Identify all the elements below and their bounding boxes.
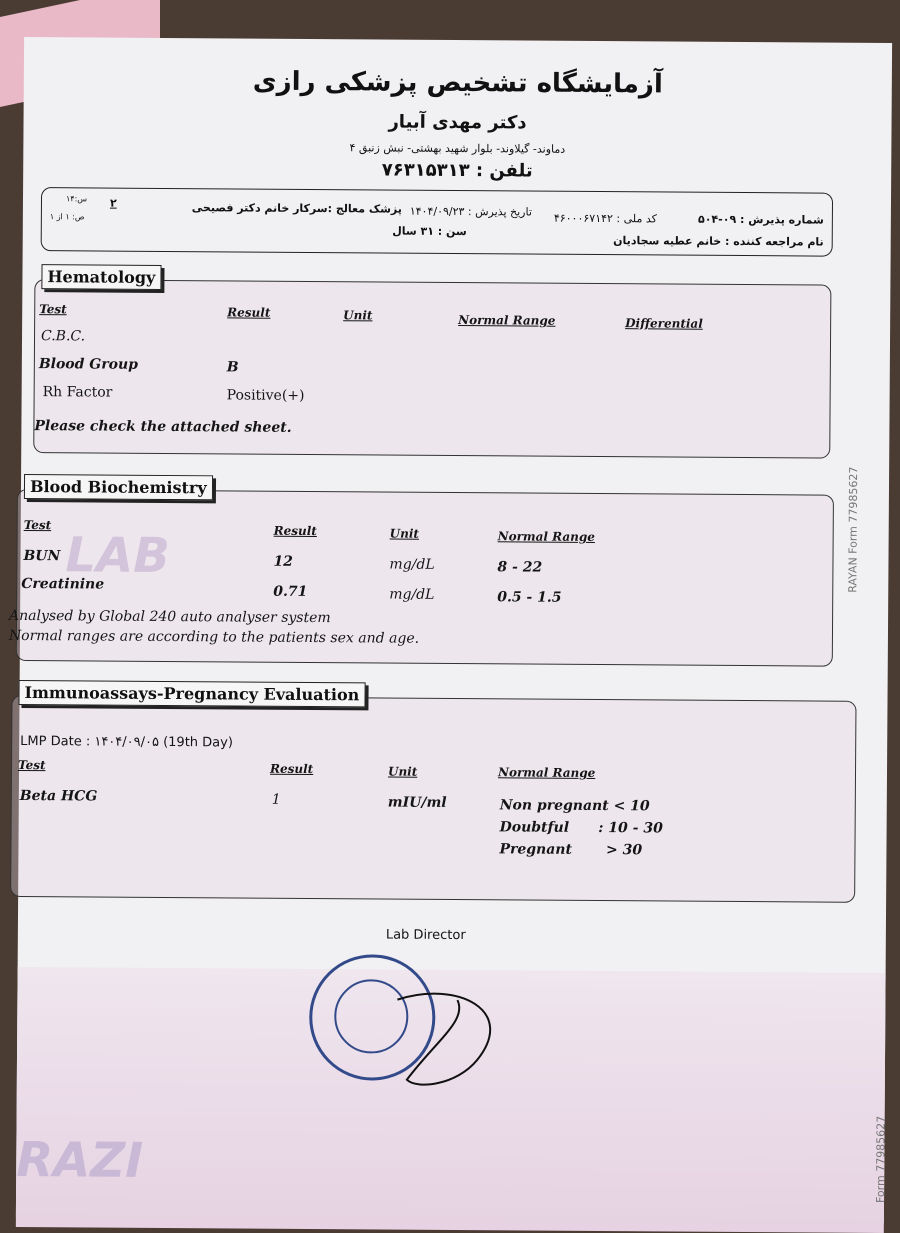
- unit-creatinine: mg/dL: [389, 586, 435, 603]
- address: دماوند- گیلاوند- بلوار شهید بهشتی- نبش زنبق ۴: [349, 141, 566, 156]
- doctor-name: دکتر مهدی آبیار: [388, 111, 527, 134]
- column-header: Unit: [389, 526, 420, 541]
- watermark-razi: RAZI: [16, 1131, 144, 1189]
- column-header: Differential: [625, 316, 703, 331]
- test-rh-factor: Rh Factor: [42, 384, 113, 401]
- series: س:۱۴: [65, 194, 88, 204]
- section-title: Hematology: [41, 264, 161, 290]
- range-doubtful: Doubtful : 10 - 30: [499, 819, 663, 837]
- column-header: Result: [273, 523, 317, 539]
- admission-date: تاریخ پذیرش : ۱۴۰۴/۰۹/۲۳: [409, 204, 532, 219]
- admission-number: شماره پذیرش : ۰۹-۵۰۴: [697, 212, 824, 227]
- biochemistry-section: [8, 477, 834, 667]
- lmp-date: LMP Date : ۱۴۰۴/۰۹/۰۵ (19th Day): [20, 733, 233, 751]
- column-header: Normal Range: [497, 529, 595, 544]
- column-header: Result: [227, 305, 271, 320]
- analyser-note: Analysed by Global 240 auto analyser system: [9, 607, 331, 627]
- test-cbc: C.B.C.: [40, 328, 86, 345]
- patient-name: نام مراجعه کننده : خانم عطیه سجادیان: [613, 234, 824, 249]
- test-blood-group: Blood Group: [38, 356, 139, 373]
- column-header: Test: [17, 757, 46, 773]
- form-number: RAYAN Form 77985627: [846, 466, 861, 593]
- code-number: ۲: [109, 196, 117, 210]
- result-rh-factor: Positive(+): [226, 387, 305, 404]
- result-blood-group: B: [226, 359, 239, 376]
- physician: پزشک معالج :سرکار خانم دکتر فصیحی: [191, 201, 402, 216]
- test-bun: BUN: [23, 547, 61, 565]
- lab-report-paper: [8, 37, 892, 1223]
- section-title: Blood Biochemistry: [24, 474, 213, 500]
- phone: تلفن : ۷۶۳۱۵۳۱۳: [381, 159, 533, 182]
- range-pregnant: Pregnant > 30: [499, 841, 643, 859]
- watermark-lab: LAB: [65, 527, 171, 585]
- test-creatinine: Creatinine: [21, 575, 105, 593]
- age: سن : ۳۱ سال: [392, 224, 467, 239]
- signature: [377, 979, 518, 1100]
- column-header: Result: [269, 761, 314, 777]
- lab-director-label: Lab Director: [385, 927, 466, 944]
- unit-bun: mg/dL: [389, 556, 435, 573]
- column-header: Test: [39, 302, 67, 317]
- column-header: Unit: [387, 764, 418, 779]
- column-header: Normal Range: [458, 313, 556, 328]
- national-id: کد ملی : ۴۶۰۰۰۶۷۱۴۲: [553, 211, 657, 226]
- column-header: Unit: [343, 308, 373, 323]
- column-header: Test: [23, 517, 52, 533]
- unit-beta-hcg: mIU/ml: [387, 794, 447, 811]
- patient-info-box: [41, 187, 833, 257]
- test-beta-hcg: Beta HCG: [19, 787, 98, 805]
- ranges-note: Normal ranges are according to the patients sex and age.: [8, 627, 420, 647]
- immunoassay-section: [10, 683, 856, 903]
- lab-name: آزمایشگاه تشخیص پزشکی رازی: [252, 66, 663, 100]
- section-title: Immunoassays-Pregnancy Evaluation: [18, 680, 365, 707]
- range-non-pregnant: Non pregnant < 10: [499, 797, 650, 815]
- page-number: ص: ۱ از ۱: [49, 212, 85, 222]
- result-creatinine: 0.71: [273, 583, 308, 600]
- hematology-section: [33, 267, 831, 459]
- result-beta-hcg: 1: [271, 791, 281, 808]
- form-number-bottom: Form 77985627: [874, 1115, 888, 1204]
- result-bun: 12: [273, 553, 294, 570]
- range-creatinine: 0.5 - 1.5: [497, 589, 562, 606]
- column-header: Normal Range: [497, 765, 596, 780]
- hematology-note: Please check the attached sheet.: [34, 418, 292, 436]
- range-bun: 8 - 22: [497, 559, 543, 576]
